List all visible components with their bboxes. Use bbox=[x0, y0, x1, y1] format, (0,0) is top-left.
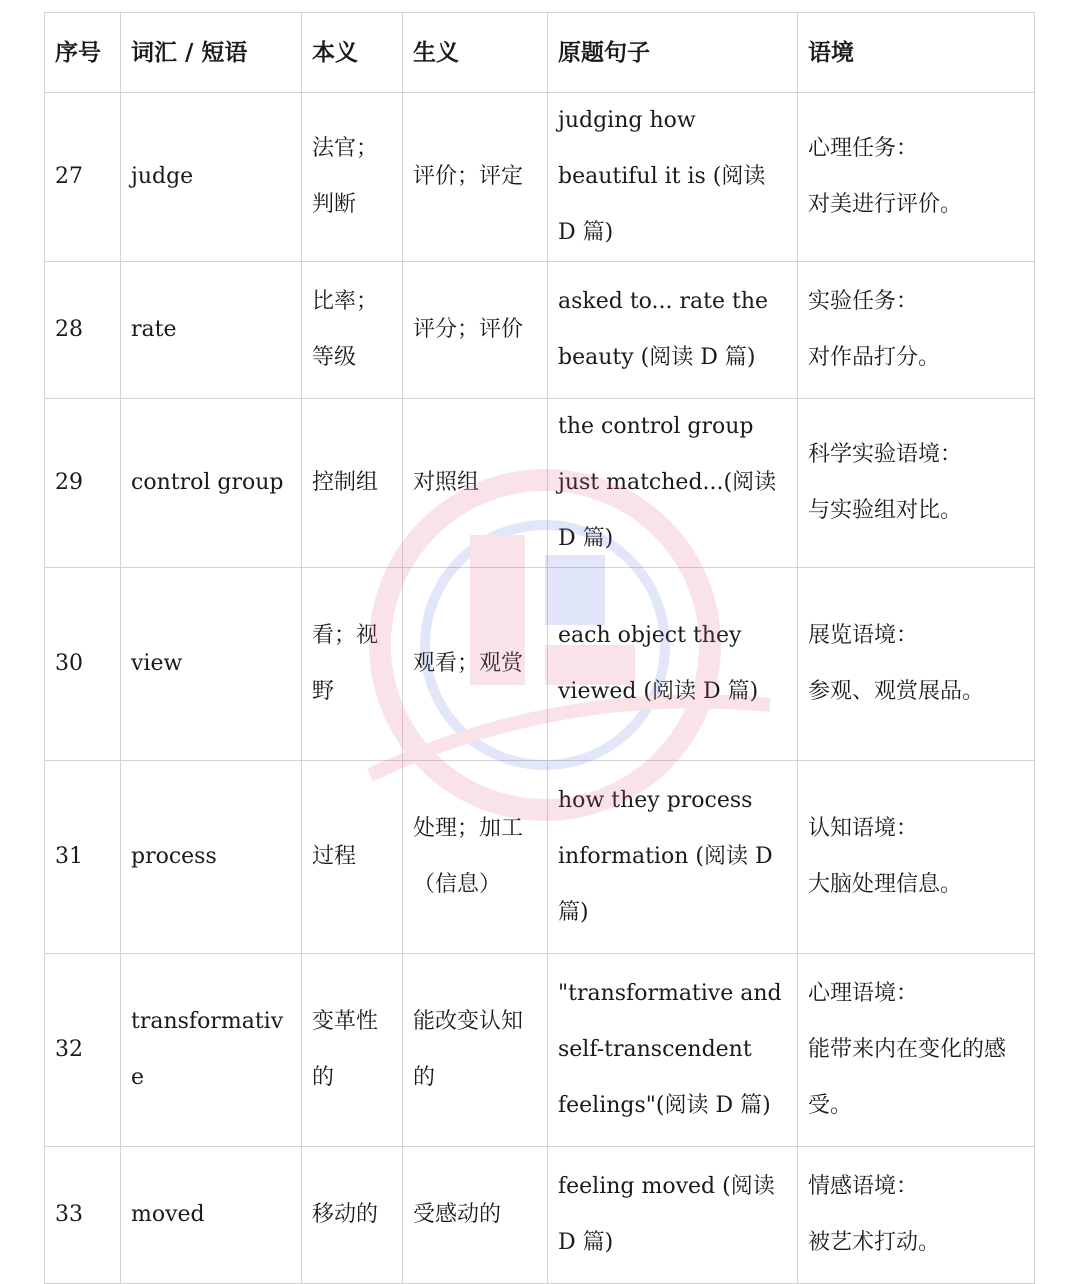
cell-no: 28 bbox=[45, 262, 121, 399]
table-row bbox=[45, 568, 1035, 761]
header-word: 词汇 / 短语 bbox=[121, 13, 302, 93]
cell-word: moved bbox=[121, 1147, 302, 1284]
context-desc: 对美进行评价。 bbox=[808, 192, 963, 217]
cell-contextual-meaning: 能改变认知的 bbox=[403, 954, 548, 1147]
cell-context bbox=[798, 761, 1035, 954]
cell-original-meaning: 控制组 bbox=[302, 399, 403, 568]
cell-no: 29 bbox=[45, 399, 121, 568]
cell-sentence: "transformative and self-transcendent feelings"(阅读 D 篇) bbox=[548, 954, 798, 1147]
cell-original-meaning: 比率；等级 bbox=[302, 262, 403, 399]
context-desc: 被艺术打动。 bbox=[808, 1230, 941, 1255]
header-sentence: 原题句子 bbox=[548, 13, 798, 93]
cell-context bbox=[798, 1147, 1035, 1284]
cell-word: view bbox=[121, 568, 302, 761]
cell-no: 32 bbox=[45, 954, 121, 1147]
cell-word: judge bbox=[121, 93, 302, 262]
cell-word: transformative bbox=[121, 954, 302, 1147]
context-desc: 参观、观赏展品。 bbox=[808, 679, 985, 704]
header-context: 语境 bbox=[798, 13, 1035, 93]
context-type: 心理语境： bbox=[808, 981, 919, 1006]
cell-sentence: how they process information (阅读 D 篇) bbox=[548, 761, 798, 954]
table-row bbox=[45, 399, 1035, 568]
table-row bbox=[45, 954, 1035, 1147]
table-row bbox=[45, 1147, 1035, 1284]
vocab-table bbox=[44, 12, 1035, 1284]
context-type: 心理任务： bbox=[808, 136, 919, 161]
table-row bbox=[45, 262, 1035, 399]
context-type: 科学实验语境： bbox=[808, 442, 963, 467]
table-row bbox=[45, 761, 1035, 954]
cell-word: rate bbox=[121, 262, 302, 399]
cell-no: 31 bbox=[45, 761, 121, 954]
cell-context bbox=[798, 93, 1035, 262]
cell-sentence: the control group just matched...(阅读 D 篇) bbox=[548, 399, 798, 568]
cell-context bbox=[798, 568, 1035, 761]
cell-sentence: feeling moved (阅读 D 篇) bbox=[548, 1147, 798, 1284]
cell-sentence: each object they viewed (阅读 D 篇) bbox=[548, 568, 798, 761]
cell-contextual-meaning: 评分；评价 bbox=[403, 262, 548, 399]
context-type: 情感语境： bbox=[808, 1174, 919, 1199]
cell-contextual-meaning: 处理；加工（信息） bbox=[403, 761, 548, 954]
cell-sentence: asked to... rate the beauty (阅读 D 篇) bbox=[548, 262, 798, 399]
table-row bbox=[45, 93, 1035, 262]
context-type: 展览语境： bbox=[808, 623, 919, 648]
cell-no: 30 bbox=[45, 568, 121, 761]
cell-original-meaning: 过程 bbox=[302, 761, 403, 954]
header-no: 序号 bbox=[45, 13, 121, 93]
table-header-row bbox=[45, 13, 1035, 93]
context-desc: 与实验组对比。 bbox=[808, 498, 963, 523]
cell-word: process bbox=[121, 761, 302, 954]
header-contextual-meaning: 生义 bbox=[403, 13, 548, 93]
cell-original-meaning: 移动的 bbox=[302, 1147, 403, 1284]
context-desc: 大脑处理信息。 bbox=[808, 872, 963, 897]
context-type: 认知语境： bbox=[808, 816, 919, 841]
cell-no: 33 bbox=[45, 1147, 121, 1284]
cell-context bbox=[798, 262, 1035, 399]
cell-sentence: judging how beautiful it is (阅读 D 篇) bbox=[548, 93, 798, 262]
context-desc: 能带来内在变化的感受。 bbox=[808, 1037, 1007, 1118]
cell-contextual-meaning: 受感动的 bbox=[403, 1147, 548, 1284]
cell-original-meaning: 变革性的 bbox=[302, 954, 403, 1147]
context-type: 实验任务： bbox=[808, 289, 919, 314]
cell-original-meaning: 看；视野 bbox=[302, 568, 403, 761]
cell-original-meaning: 法官；判断 bbox=[302, 93, 403, 262]
context-desc: 对作品打分。 bbox=[808, 345, 941, 370]
cell-word: control group bbox=[121, 399, 302, 568]
vocab-table-page bbox=[44, 12, 1034, 1284]
cell-context bbox=[798, 954, 1035, 1147]
cell-contextual-meaning: 对照组 bbox=[403, 399, 548, 568]
cell-context bbox=[798, 399, 1035, 568]
cell-contextual-meaning: 评价；评定 bbox=[403, 93, 548, 262]
header-original-meaning: 本义 bbox=[302, 13, 403, 93]
cell-no: 27 bbox=[45, 93, 121, 262]
cell-contextual-meaning: 观看；观赏 bbox=[403, 568, 548, 761]
